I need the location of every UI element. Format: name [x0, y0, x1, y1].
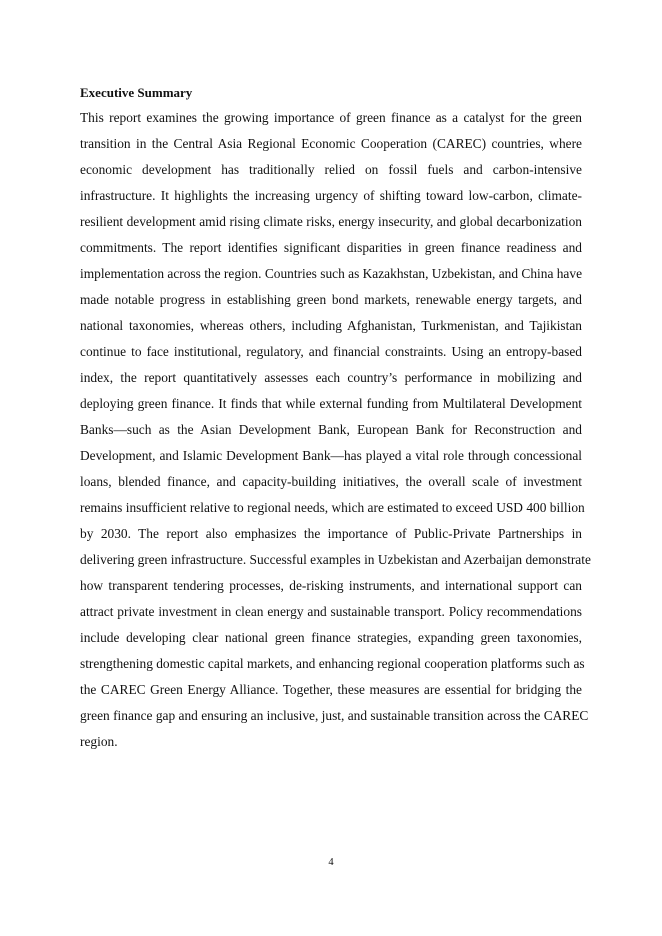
paragraph-line: Banks—such as the Asian Development Bank, European Bank for Reconstruction and: [80, 422, 582, 437]
paragraph-line: national taxonomies, whereas others, including Afghanistan, Turkmenistan, and Tajikistan: [80, 318, 582, 333]
paragraph-line: index, the report quantitatively assesses each country’s performance in mobilizing and: [80, 370, 582, 385]
paragraph-line: delivering green infrastructure. Successful examples in Uzbekistan and Azerbaijan demonstrate: [80, 552, 591, 567]
paragraph-line: remains insufficient relative to regional needs, which are estimated to exceed USD 400 billion: [80, 500, 585, 515]
paragraph-line: commitments. The report identifies significant disparities in green finance readiness and: [80, 240, 582, 255]
paragraph-line: transition in the Central Asia Regional Economic Cooperation (CAREC) countries, where: [80, 136, 582, 151]
paragraph-line: attract private investment in clean energy and sustainable transport. Policy recommendations: [80, 604, 582, 619]
section-heading: Executive Summary: [80, 85, 193, 100]
executive-summary-paragraph: [80, 105, 591, 755]
paragraph-line: region.: [80, 734, 118, 749]
paragraph-line: resilient development amid rising climate risks, energy insecurity, and global decarbonization: [80, 214, 582, 229]
paragraph-line: green finance gap and ensuring an inclusive, just, and sustainable transition across the CAREC: [80, 708, 589, 723]
paragraph-line: the CAREC Green Energy Alliance. Together, these measures are essential for bridging the: [80, 682, 582, 697]
page-number: 4: [328, 857, 334, 868]
paragraph-line: strengthening domestic capital markets, and enhancing regional cooperation platforms such as: [80, 656, 585, 671]
paragraph-line: by 2030. The report also emphasizes the importance of Public-Private Partnerships in: [80, 526, 582, 541]
paragraph-line: loans, blended finance, and capacity-building initiatives, the overall scale of investment: [80, 474, 582, 489]
paragraph-line: implementation across the region. Countries such as Kazakhstan, Uzbekistan, and China have: [80, 266, 583, 281]
paragraph-line: made notable progress in establishing green bond markets, renewable energy targets, and: [80, 292, 582, 307]
paragraph-line: economic development has traditionally relied on fossil fuels and carbon-intensive: [80, 162, 582, 177]
paragraph-line: include developing clear national green finance strategies, expanding green taxonomies,: [80, 630, 582, 645]
paragraph-line: This report examines the growing importance of green finance as a catalyst for the green: [80, 110, 582, 125]
paragraph-line: how transparent tendering processes, de-risking instruments, and international support can: [80, 578, 582, 593]
paragraph-line: continue to face institutional, regulatory, and financial constraints. Using an entropy-based: [80, 344, 582, 359]
paragraph-line: infrastructure. It highlights the increasing urgency of shifting toward low-carbon, climate-: [80, 188, 582, 203]
paragraph-line: deploying green finance. It finds that while external funding from Multilateral Development: [80, 396, 582, 411]
paragraph-line: Development, and Islamic Development Bank—has played a vital role through concessional: [80, 448, 582, 463]
